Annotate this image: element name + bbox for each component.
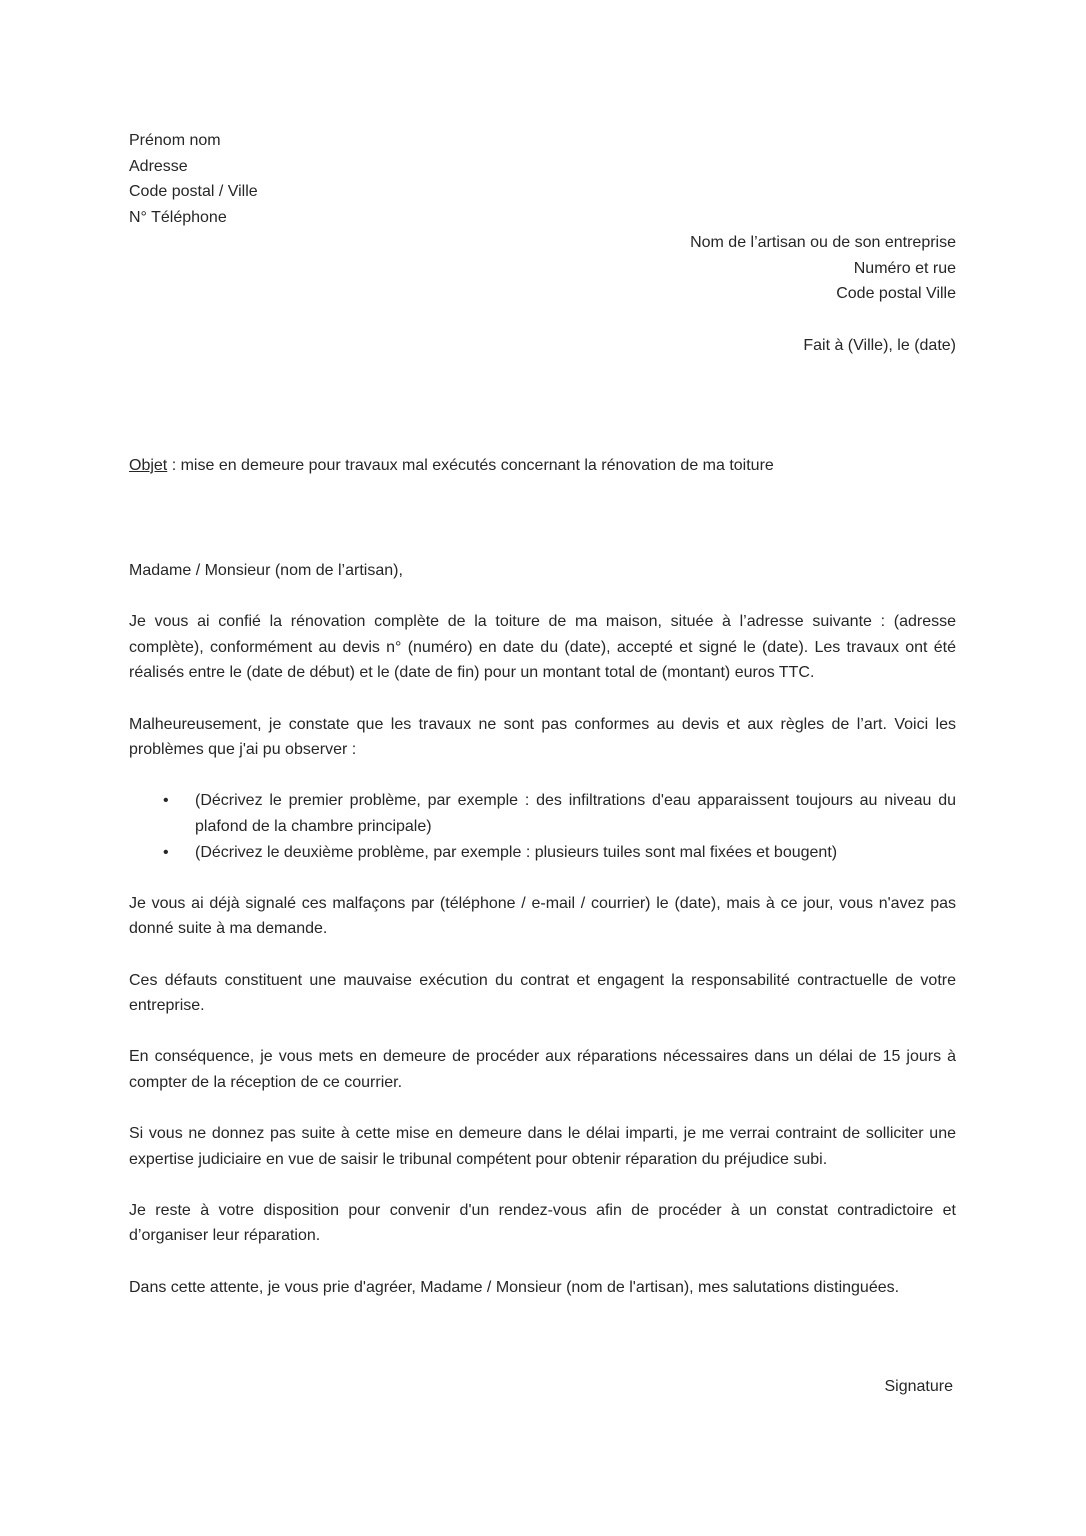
paragraph-problems-intro: Malheureusement, je constate que les travaux ne sont pas conformes au devis et aux règles de l’art. Voici les problèmes que j'ai pu observer : [129,715,956,759]
recipient-street: Numéro et rue [853,259,956,277]
paragraph-availability: Je reste à votre disposition pour convenir d'un rendez-vous afin de procéder à un constat contradictoire et d’organiser leur réparation. [129,1201,956,1245]
paragraph-legal-action: Si vous ne donnez pas suite à cette mise en demeure dans le délai imparti, je me verrai contraint de solliciter une expertise judiciaire en vue de saisir le tribunal compétent pour obtenir réparation du préjudice subi. [129,1125,956,1168]
signature-label: Signature [884,1378,953,1395]
greeting: Madame / Monsieur (nom de l’artisan), [129,562,403,579]
bullet-icon: • [163,843,169,861]
problem-text: (Décrivez le premier problème, par exemple : des infiltrations d'eau apparaissent toujours au niveau du plafond de la chambre principale) [195,792,956,835]
list-item [163,840,956,866]
sender-address: Adresse [129,157,188,175]
paragraph-prior-notice: Je vous ai déjà signalé ces malfaçons par (téléphone / e-mail / courrier) le (date), mais à ce jour, vous n'avez pas donné suite à ma demande. [129,894,956,938]
sender-phone: N° Téléphone [129,208,227,226]
recipient-block [690,230,956,307]
sender-postal-city: Code postal / Ville [129,183,258,201]
problems-list [129,788,956,865]
subject-text: : mise en demeure pour travaux mal exécutés concernant la rénovation de ma toiture [167,457,774,474]
recipient-postal-city: Code postal Ville [836,285,956,303]
list-item [163,788,956,839]
recipient-name: Nom de l’artisan ou de son entreprise [690,234,956,251]
paragraph-liability: Ces défauts constituent une mauvaise exécution du contrat et engagent la responsabilité contractuelle de votre entreprise. [129,971,956,1015]
paragraph-formal-notice: En conséquence, je vous mets en demeure de procéder aux réparations nécessaires dans un délai de 15 jours à compter de la réception de ce courrier. [129,1048,956,1091]
bullet-icon: • [163,792,169,810]
problem-text: (Décrivez le deuxième problème, par exemple : plusieurs tuiles sont mal fixées et bougent) [195,843,838,861]
place-date-line: Fait à (Ville), le (date) [803,337,956,354]
subject-label: Objet [129,457,168,474]
subject-line [129,453,774,479]
sender-block [129,128,258,230]
paragraph-commission: Je vous ai confié la rénovation complète de la toiture de ma maison, située à l’adresse suivante : (adresse complète), conformément au devis n° (numéro) en date du (date), accepté et signé le (date). Les travaux ont été réalisés entre le (date de début) et le (date de fin) pour un montant total de (montant) euros TTC. [129,613,956,682]
paragraph-closing: Dans cette attente, je vous prie d'agréer, Madame / Monsieur (nom de l'artisan), mes salutations distinguées. [129,1278,900,1296]
letter-body [129,558,956,1326]
sender-name: Prénom nom [129,132,221,149]
